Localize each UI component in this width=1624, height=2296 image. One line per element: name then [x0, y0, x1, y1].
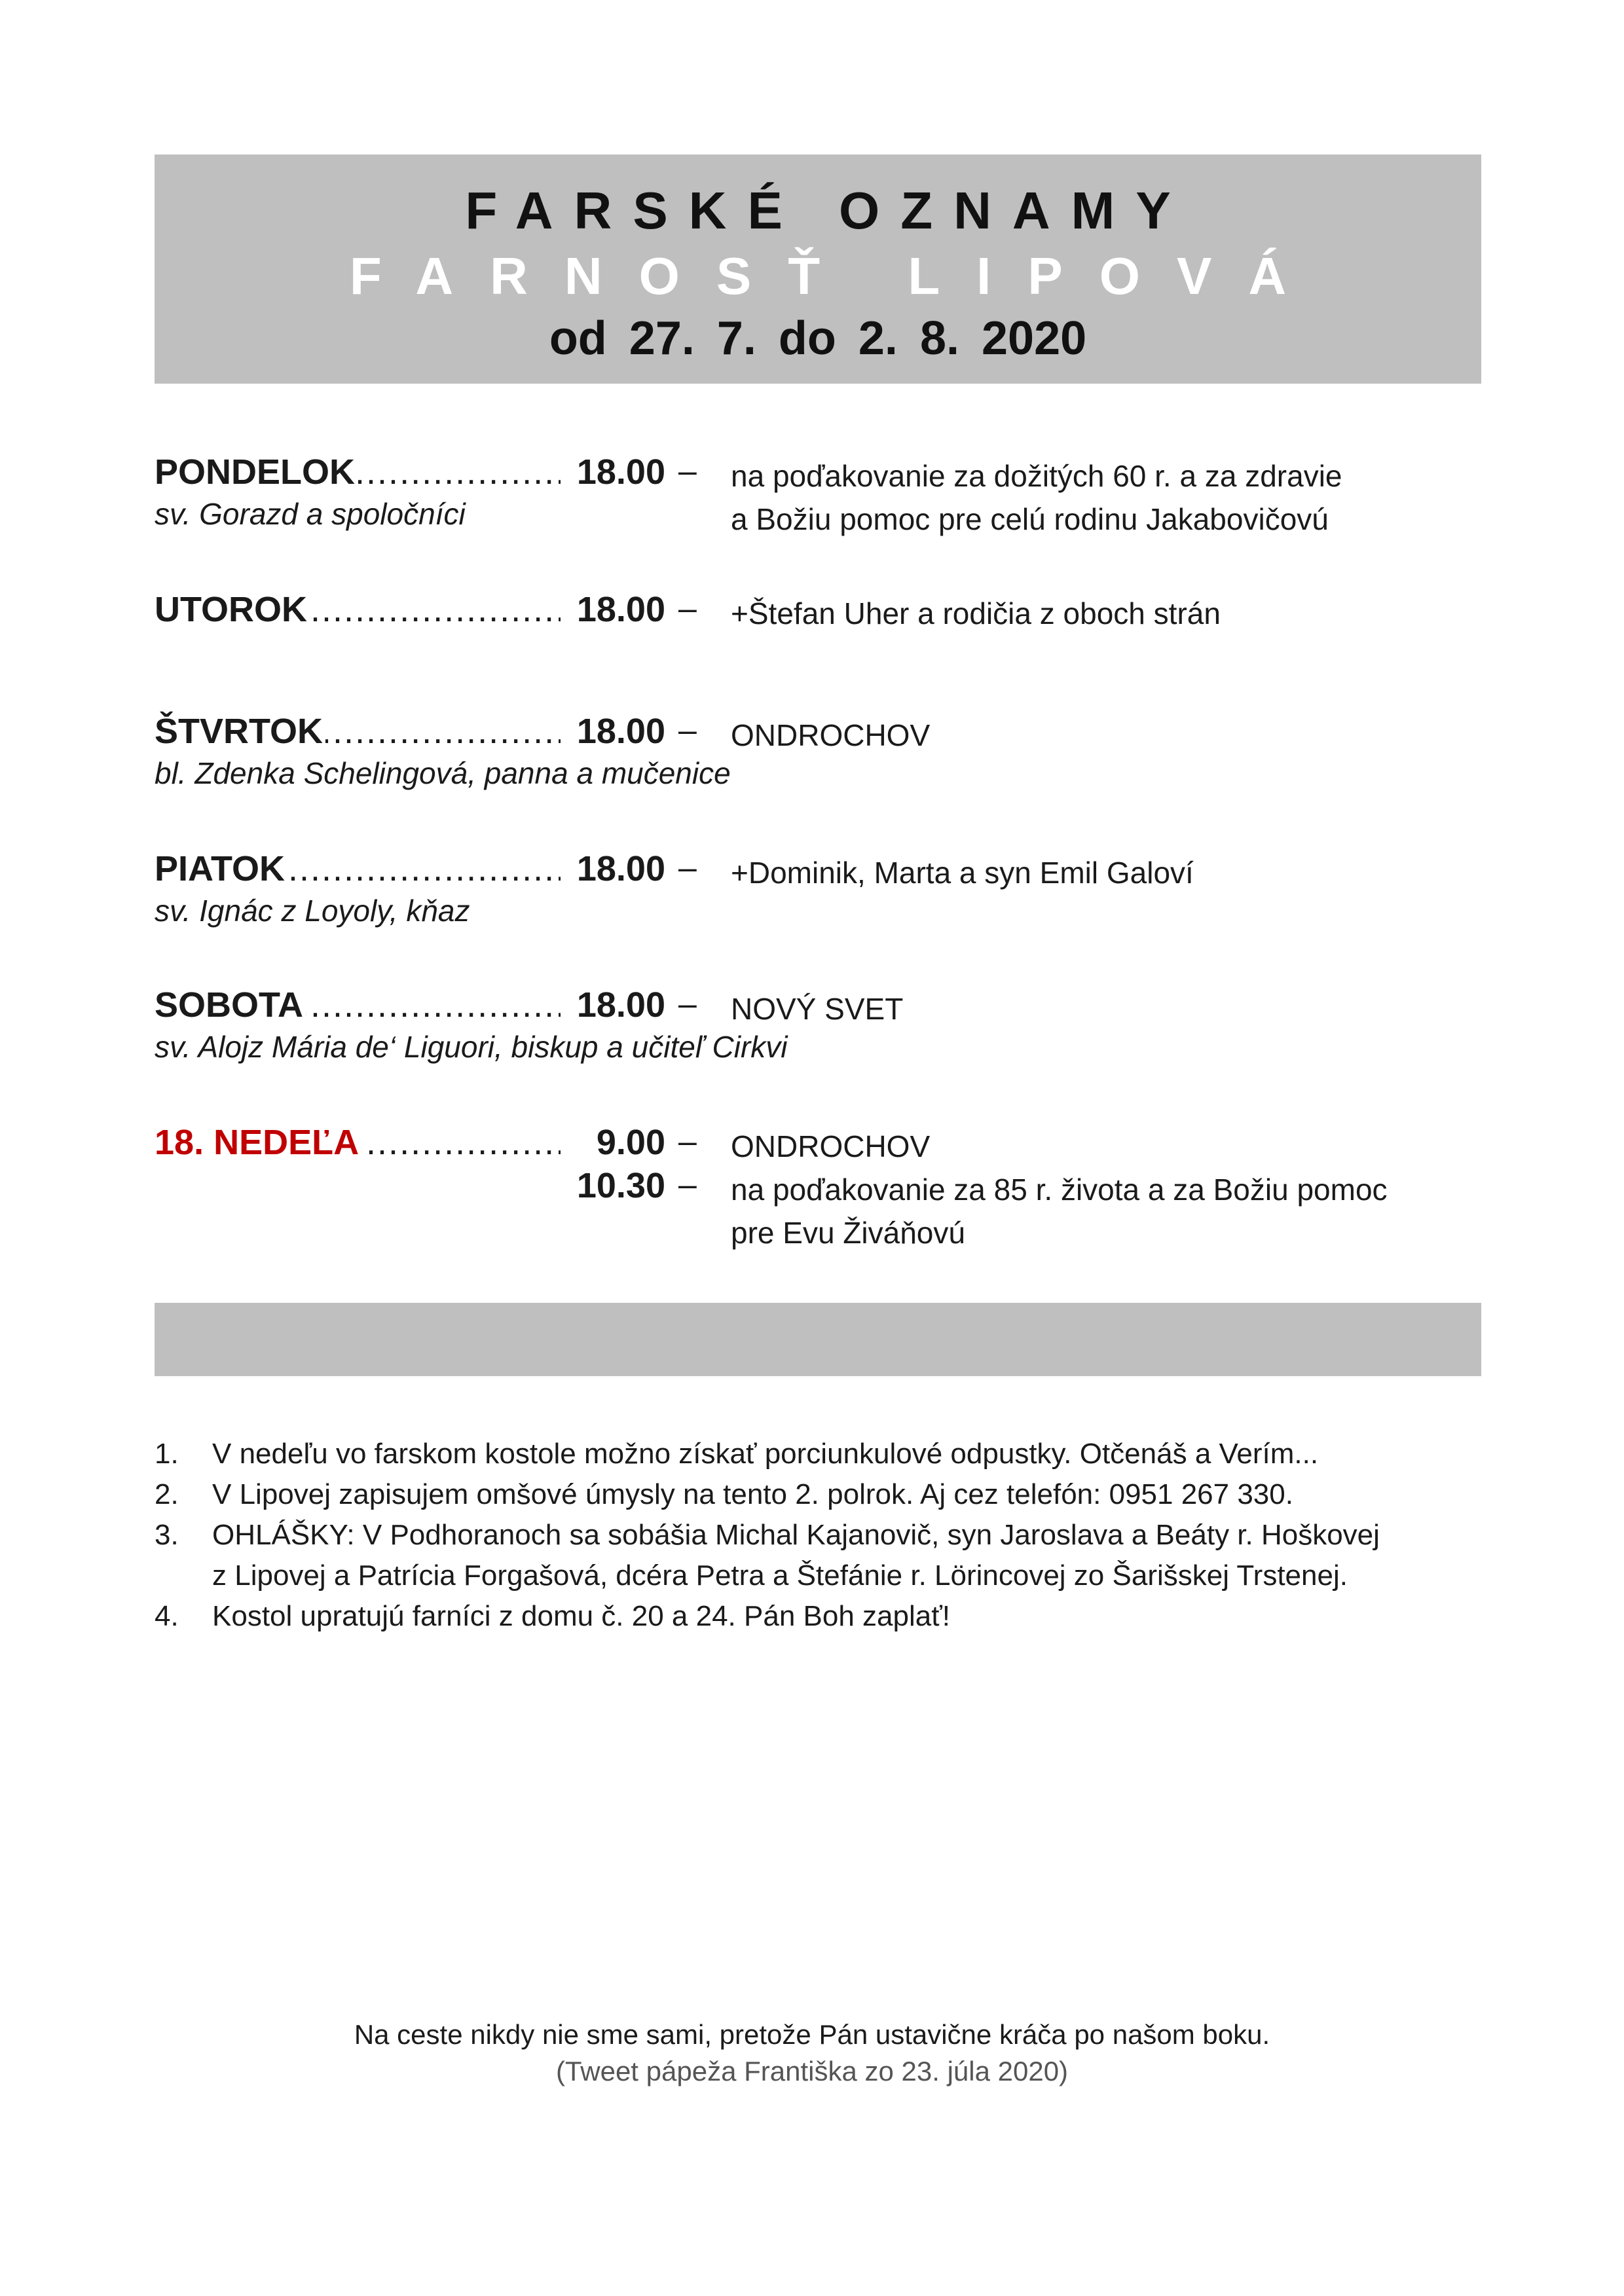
list-item: 1. V nedeľu vo farskom kostole možno získať porciunkulové odpustky. Otčenáš a Verím... — [155, 1438, 1319, 1470]
mass-intention: +Dominik, Marta a syn Emil Galoví — [731, 856, 1194, 890]
list-item: 4. Kostol upratujú farníci z domu č. 20 a 24. Pán Boh zaplať! — [155, 1600, 950, 1632]
day-label: ŠTVRTOK ..... — [155, 711, 561, 752]
dash: – — [678, 985, 697, 1022]
saint-of-day: sv. Gorazd a spoločníci — [155, 497, 466, 531]
dash: – — [678, 712, 697, 748]
parish-name: FARNOSŤ LIPOVÁ — [349, 247, 1323, 305]
day-label: PONDELOK ..... — [155, 452, 561, 492]
mass-time: 9.00 — [596, 1123, 665, 1162]
list-item: 3. OHLÁŠKY: V Podhoranoch sa sobášia Michal Kajanovič, syn Jaroslava a Beáty r. Hoškovej z Lipovej a Patrícia Forgašová, dcéra Petra a Štefánie r. Lörincovej zo Šarišskej Trstenej. — [155, 1519, 1380, 1592]
mass-time: 18.00 — [576, 712, 665, 751]
closing-quote — [0, 2016, 1624, 2090]
dash: – — [678, 1123, 697, 1159]
mass-intention: na poďakovanie za 85 r. života a za Božiu pomoc pre Evu Živáňovú — [731, 1173, 1388, 1250]
mass-intention: na poďakovanie za dožitých 60 r. a za zdravie a Božiu pomoc pre celú rodinu Jakabovičovú — [731, 459, 1342, 536]
mass-intention: NOVÝ SVET — [731, 992, 904, 1026]
header-banner — [155, 155, 1481, 384]
saint-of-day: sv. Ignác z Loyoly, kňaz — [155, 894, 470, 928]
section-divider-bar — [155, 1303, 1481, 1376]
page-title: FARSKÉ OZNAMY — [465, 181, 1192, 240]
dash: – — [678, 452, 697, 489]
dash: – — [678, 590, 697, 627]
day-label: 18. NEDEĽA ..... — [155, 1122, 561, 1163]
mass-intention: ONDROCHOV — [731, 1129, 931, 1163]
day-label: PIATOK ..... — [155, 848, 561, 889]
quote-text: Na ceste nikdy nie sme sami, pretože Pán ustavične kráča po našom boku. — [354, 2019, 1270, 2050]
quote-source: (Tweet pápeža Františka zo 23. júla 2020) — [555, 2056, 1069, 2086]
mass-intention: ONDROCHOV — [731, 718, 931, 752]
mass-time: 18.00 — [576, 452, 665, 492]
day-label: UTOROK ..... — [155, 589, 561, 630]
mass-time: 10.30 — [576, 1166, 665, 1205]
saint-of-day: bl. Zdenka Schelingová, panna a mučenice — [155, 756, 731, 790]
dash: – — [678, 849, 697, 886]
mass-time: 18.00 — [576, 985, 665, 1025]
saint-of-day: sv. Alojz Mária de‘ Liguori, biskup a učiteľ Cirkvi — [155, 1030, 788, 1064]
mass-intention: +Štefan Uher a rodičia z oboch strán — [731, 596, 1221, 630]
dash: – — [678, 1166, 697, 1203]
mass-time: 18.00 — [576, 849, 665, 888]
day-label: SOBOTA ..... — [155, 985, 561, 1025]
mass-time: 18.00 — [576, 590, 665, 629]
list-item: 2. V Lipovej zapisujem omšové úmysly na tento 2. polrok. Aj cez telefón: 0951 267 330. — [155, 1478, 1293, 1510]
date-range: od 27. 7. do 2. 8. 2020 — [549, 312, 1087, 365]
notices-list — [155, 1434, 1484, 1637]
